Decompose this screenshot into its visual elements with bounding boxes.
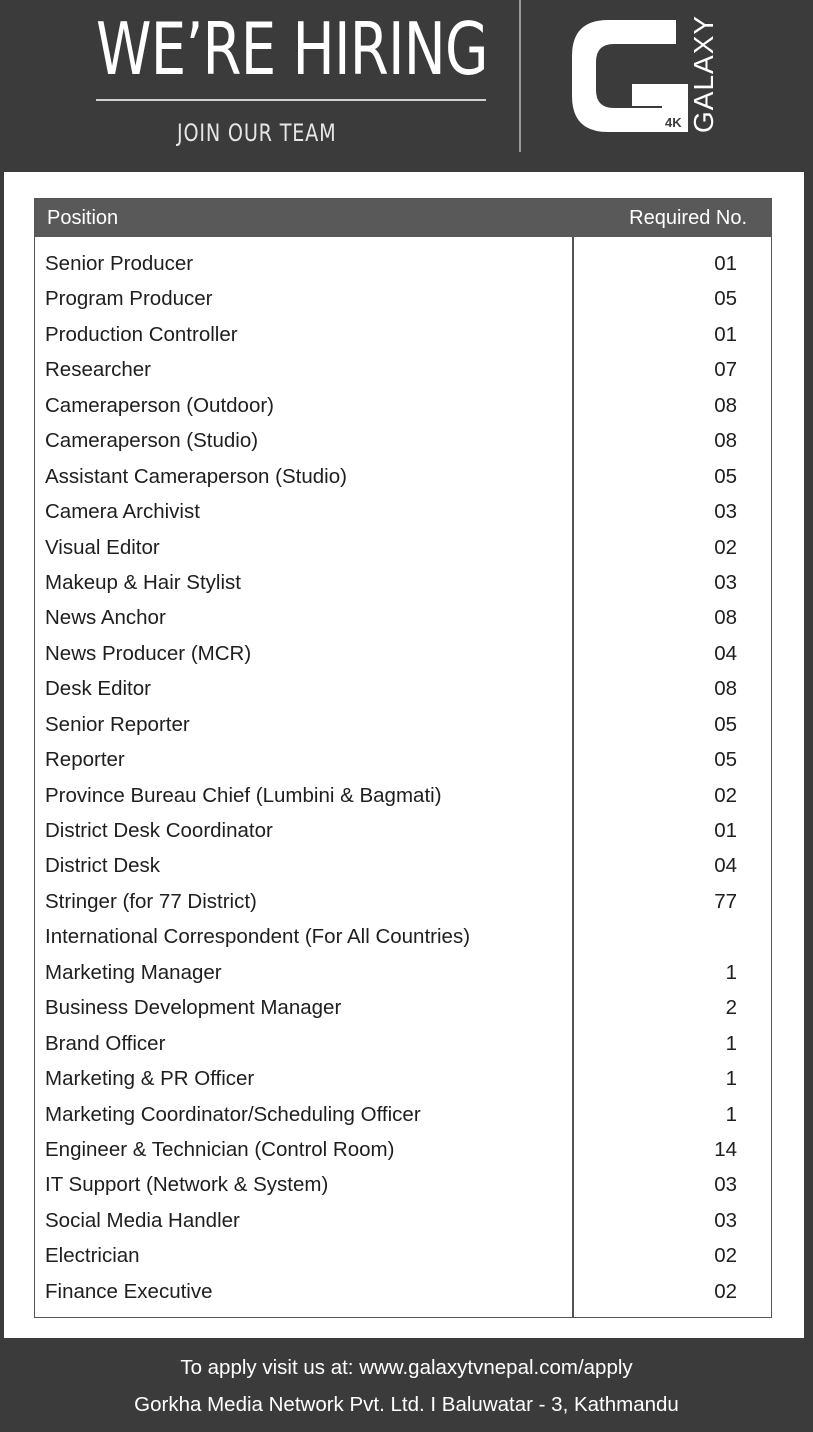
table-row (35, 1132, 771, 1167)
table-row (35, 884, 771, 919)
position-name: Senior Reporter (45, 712, 190, 736)
required-count: 05 (714, 712, 737, 736)
table-row (35, 1203, 771, 1238)
required-count: 1 (725, 1031, 737, 1055)
table-row (35, 848, 771, 883)
position-name: Production Controller (45, 322, 238, 346)
table-body (35, 246, 771, 1309)
position-name: News Producer (MCR) (45, 641, 252, 665)
position-name: Stringer (for 77 District) (45, 889, 257, 913)
required-count: 1 (725, 1102, 737, 1126)
required-count: 14 (714, 1137, 737, 1161)
required-count: 2 (725, 996, 737, 1020)
hiring-title: WE’RE HIRING (96, 7, 488, 91)
table-row (35, 246, 771, 281)
required-count: 04 (714, 641, 737, 665)
required-count: 05 (714, 464, 737, 488)
logo-badge: 4K (665, 115, 682, 130)
position-name: Engineer & Technician (Control Room) (45, 1137, 395, 1161)
table-row (35, 742, 771, 777)
table-row (35, 565, 771, 600)
apply-instructions: To apply visit us at: www.galaxytvnepal.com/apply (180, 1356, 633, 1379)
position-name: Researcher (45, 358, 151, 382)
position-name: Province Bureau Chief (Lumbini & Bagmati) (45, 783, 442, 807)
table-row (35, 671, 771, 706)
position-name: Cameraperson (Outdoor) (45, 393, 275, 417)
required-count: 08 (714, 393, 737, 417)
required-count: 02 (714, 1279, 737, 1303)
table-row (35, 813, 771, 848)
required-count: 03 (714, 500, 737, 524)
table-row (35, 1061, 771, 1096)
header-divider (519, 0, 521, 152)
position-name: Assistant Cameraperson (Studio) (45, 464, 347, 488)
table-row (35, 352, 771, 387)
required-count: 03 (714, 1208, 737, 1232)
required-count: 01 (714, 322, 737, 346)
position-name: Social Media Handler (45, 1208, 240, 1232)
table-row (35, 919, 771, 954)
table-row (35, 1274, 771, 1309)
join-team-subtitle: JOIN OUR TEAM (177, 119, 337, 147)
position-name: Camera Archivist (45, 500, 200, 524)
header-banner (0, 0, 813, 172)
position-name: Finance Executive (45, 1279, 213, 1303)
position-name: Senior Producer (45, 252, 194, 275)
position-name: IT Support (Network & System) (45, 1173, 329, 1197)
required-count: 05 (714, 748, 737, 772)
position-name: Marketing Coordinator/Scheduling Officer (45, 1102, 421, 1126)
position-name: Electrician (45, 1244, 140, 1268)
required-count: 02 (714, 535, 737, 559)
table-row (35, 459, 771, 494)
table-row (35, 1238, 771, 1273)
required-count: 05 (714, 287, 737, 311)
required-count: 08 (714, 606, 737, 630)
position-name: Program Producer (45, 287, 213, 311)
position-name: Visual Editor (45, 535, 160, 559)
header-required-no: Required No. (629, 207, 747, 229)
position-name: Brand Officer (45, 1031, 166, 1055)
table-row (35, 317, 771, 352)
required-count: 77 (714, 889, 737, 913)
required-count: 08 (714, 677, 737, 701)
required-count: 08 (714, 429, 737, 453)
position-name: District Desk (45, 854, 161, 878)
header-position: Position (47, 207, 119, 229)
table-row (35, 1097, 771, 1132)
required-count: 04 (714, 854, 737, 878)
required-count: 02 (714, 1244, 737, 1268)
table-row (35, 494, 771, 529)
table-row (35, 388, 771, 423)
table-row (35, 281, 771, 316)
table-row (35, 636, 771, 671)
required-count: 03 (714, 1173, 737, 1197)
position-name: International Correspondent (For All Countries) (45, 925, 471, 949)
position-name: Business Development Manager (45, 996, 342, 1020)
position-name: Marketing Manager (45, 960, 222, 984)
logo-wordmark: GALAXY (688, 14, 719, 133)
title-underline (96, 99, 486, 101)
table-row (35, 1026, 771, 1061)
positions-table (34, 198, 772, 1318)
table-row (35, 423, 771, 458)
table-row (35, 707, 771, 742)
required-count: 01 (714, 252, 737, 275)
position-name: Marketing & PR Officer (45, 1067, 255, 1091)
position-name: Cameraperson (Studio) (45, 429, 259, 453)
position-name: Makeup & Hair Stylist (45, 570, 241, 594)
position-name: Reporter (45, 748, 125, 772)
table-row (35, 600, 771, 635)
required-count: 1 (725, 1067, 737, 1091)
required-count: 01 (714, 819, 737, 842)
company-address: Gorkha Media Network Pvt. Ltd. I Baluwatar - 3, Kathmandu (134, 1393, 679, 1416)
required-count: 07 (714, 358, 737, 382)
table-row (35, 990, 771, 1025)
table-row (35, 1167, 771, 1202)
required-count: 1 (725, 960, 737, 984)
table-row (35, 955, 771, 990)
table-row (35, 530, 771, 565)
required-count: 02 (714, 783, 737, 807)
table-header (35, 199, 771, 237)
position-name: Desk Editor (45, 677, 151, 701)
required-count: 03 (714, 570, 737, 594)
table-row (35, 778, 771, 813)
position-name: News Anchor (45, 606, 166, 630)
position-name: District Desk Coordinator (45, 819, 273, 842)
